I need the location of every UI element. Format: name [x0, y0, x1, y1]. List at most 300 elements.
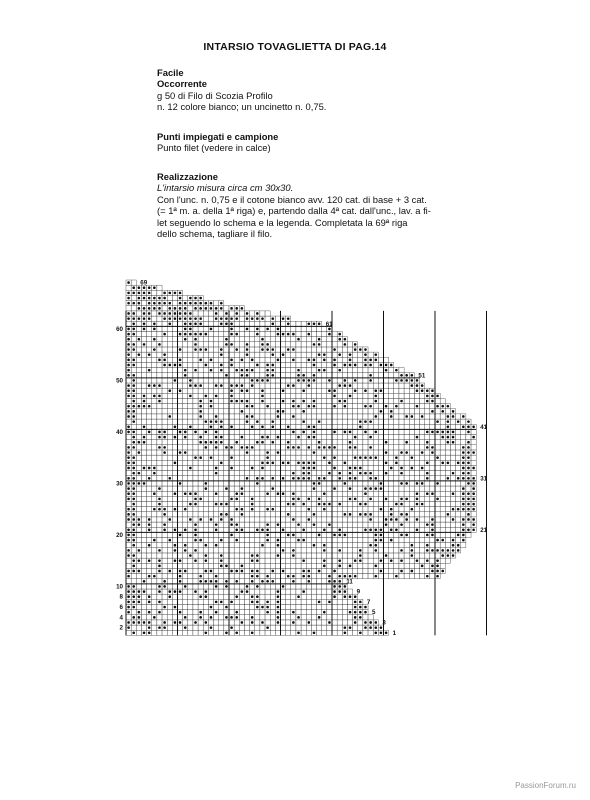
chart-cell [394, 424, 399, 429]
chart-cell [234, 373, 239, 378]
filled-square-dot [127, 570, 130, 573]
chart-cell [141, 574, 146, 579]
filled-square-dot [318, 343, 321, 346]
filled-square-dot [246, 585, 249, 588]
filled-square-dot [127, 601, 130, 604]
filled-square-dot [452, 518, 455, 521]
chart-cell [208, 512, 213, 517]
chart-cell [327, 543, 332, 548]
chart-cell [198, 604, 203, 609]
filled-square-dot [447, 513, 450, 516]
chart-cell [224, 414, 229, 419]
filled-square-dot [246, 353, 249, 356]
chart-cell [311, 419, 316, 424]
filled-square-dot [241, 513, 244, 516]
chart-cell [296, 455, 301, 460]
chart-cell [198, 460, 203, 465]
chart-cell [296, 486, 301, 491]
chart-cell [456, 445, 461, 450]
chart-cell [389, 455, 394, 460]
chart-cell [178, 491, 183, 496]
chart-cell [353, 419, 358, 424]
chart-cell [270, 538, 275, 543]
chart-cell [141, 445, 146, 450]
filled-square-dot [215, 467, 218, 470]
filled-square-dot [380, 539, 383, 542]
chart-cell [224, 362, 229, 367]
chart-cell [198, 419, 203, 424]
chart-cell [332, 501, 337, 506]
chart-cell [275, 337, 280, 342]
chart-cell [178, 538, 183, 543]
chart-cell [183, 538, 188, 543]
filled-square-dot [349, 353, 352, 356]
filled-square-dot [215, 312, 218, 315]
chart-cell [286, 465, 291, 470]
page-title: INTARSIO TOVAGLIETTA DI PAG.14 [203, 41, 387, 53]
filled-square-dot [364, 626, 367, 629]
filled-square-dot [127, 498, 130, 501]
chart-cell [265, 476, 270, 481]
filled-square-dot [210, 420, 213, 423]
chart-cell [244, 558, 249, 563]
filled-square-dot [132, 482, 135, 485]
chart-cell [435, 460, 440, 465]
chart-cell [311, 409, 316, 414]
chart-cell [208, 435, 213, 440]
chart-cell [188, 368, 193, 373]
chart-cell [394, 398, 399, 403]
chart-cell [358, 574, 363, 579]
chart-cell [167, 481, 172, 486]
chart-cell [342, 507, 347, 512]
filled-square-dot [189, 328, 192, 331]
chart-cell [353, 548, 358, 553]
chart-cell [234, 563, 239, 568]
chart-cell [162, 594, 167, 599]
chart-cell [162, 465, 167, 470]
chart-cell [363, 476, 368, 481]
filled-square-dot [452, 431, 455, 434]
filled-square-dot [277, 611, 280, 614]
filled-square-dot [158, 565, 161, 568]
chart-cell [327, 362, 332, 367]
filled-square-dot [132, 348, 135, 351]
chart-cell [384, 481, 389, 486]
filled-square-dot [354, 498, 357, 501]
chart-cell [384, 414, 389, 419]
filled-square-dot [138, 472, 141, 475]
chart-cell [203, 352, 208, 357]
chart-cell [311, 563, 316, 568]
filled-square-dot [205, 307, 208, 310]
chart-cell [456, 471, 461, 476]
chart-cell [327, 589, 332, 594]
chart-cell [270, 357, 275, 362]
filled-square-dot [163, 431, 166, 434]
realization-section [157, 171, 457, 239]
chart-cell [347, 435, 352, 440]
chart-cell [301, 481, 306, 486]
chart-cell [358, 476, 363, 481]
chart-cell [244, 424, 249, 429]
chart-cell [147, 398, 152, 403]
filled-square-dot [261, 544, 264, 547]
chart-cell [239, 584, 244, 589]
chart-cell [306, 538, 311, 543]
filled-square-dot [194, 369, 197, 372]
chart-cell [224, 383, 229, 388]
chart-cell [239, 538, 244, 543]
filled-square-dot [364, 472, 367, 475]
chart-cell [342, 414, 347, 419]
chart-cell [347, 347, 352, 352]
filled-square-dot [132, 359, 135, 362]
filled-square-dot [338, 528, 341, 531]
chart-cell [389, 378, 394, 383]
chart-cell [162, 543, 167, 548]
chart-cell [296, 362, 301, 367]
chart-cell [157, 419, 162, 424]
chart-cell [332, 368, 337, 373]
chart-cell [178, 486, 183, 491]
chart-cell [425, 419, 430, 424]
chart-cell [363, 553, 368, 558]
chart-cell [234, 393, 239, 398]
chart-cell [450, 532, 455, 537]
filled-square-dot [256, 528, 259, 531]
filled-square-dot [241, 565, 244, 568]
filled-square-dot [194, 492, 197, 495]
chart-cell [414, 532, 419, 537]
chart-cell [141, 553, 146, 558]
chart-cell [152, 368, 157, 373]
filled-square-dot [333, 446, 336, 449]
chart-cell [239, 548, 244, 553]
chart-cell [224, 517, 229, 522]
filled-square-dot [369, 621, 372, 624]
filled-square-dot [400, 472, 403, 475]
chart-cell [301, 579, 306, 584]
chart-cell [317, 398, 322, 403]
chart-cell [224, 558, 229, 563]
chart-cell [317, 604, 322, 609]
chart-cell [414, 548, 419, 553]
chart-cell [162, 610, 167, 615]
filled-square-dot [127, 451, 130, 454]
chart-cell [389, 460, 394, 465]
chart-cell [404, 409, 409, 414]
filled-square-dot [421, 482, 424, 485]
chart-cell [239, 414, 244, 419]
chart-cell [404, 548, 409, 553]
filled-square-dot [230, 534, 233, 537]
chart-cell [409, 563, 414, 568]
chart-cell [172, 357, 177, 362]
filled-square-dot [436, 456, 439, 459]
chart-cell [162, 532, 167, 537]
chart-cell [322, 362, 327, 367]
chart-cell [219, 393, 224, 398]
chart-cell [178, 615, 183, 620]
chart-cell [275, 476, 280, 481]
chart-cell [162, 574, 167, 579]
chart-cell [183, 465, 188, 470]
chart-cell [347, 589, 352, 594]
filled-square-dot [308, 462, 311, 465]
chart-cell [358, 563, 363, 568]
chart-cell [456, 522, 461, 527]
chart-cell [373, 383, 378, 388]
filled-square-dot [127, 317, 130, 320]
chart-cell [414, 522, 419, 527]
chart-cell [172, 409, 177, 414]
filled-square-dot [421, 389, 424, 392]
chart-cell [198, 450, 203, 455]
chart-cell [265, 630, 270, 635]
chart-cell [275, 368, 280, 373]
chart-cell [208, 610, 213, 615]
filled-square-dot [132, 286, 135, 289]
filled-square-dot [138, 549, 141, 552]
chart-cell [399, 440, 404, 445]
chart-cell [363, 548, 368, 553]
chart-cell [260, 522, 265, 527]
realization-heading: Realizzazione [157, 171, 218, 182]
chart-cell [301, 507, 306, 512]
chart-cell [203, 501, 208, 506]
filled-square-dot [380, 559, 383, 562]
chart-cell [239, 404, 244, 409]
filled-square-dot [313, 359, 316, 362]
chart-cell [188, 409, 193, 414]
filled-square-dot [308, 498, 311, 501]
filled-square-dot [271, 353, 274, 356]
filled-square-dot [235, 384, 238, 387]
chart-cell [198, 352, 203, 357]
chart-cell [275, 507, 280, 512]
filled-square-dot [220, 307, 223, 310]
chart-cell [281, 347, 286, 352]
chart-cell [409, 404, 414, 409]
chart-cell [239, 599, 244, 604]
filled-square-dot [163, 353, 166, 356]
chart-cell [188, 574, 193, 579]
chart-cell [306, 337, 311, 342]
filled-square-dot [184, 549, 187, 552]
filled-square-dot [184, 338, 187, 341]
chart-cell [219, 481, 224, 486]
filled-square-dot [323, 565, 326, 568]
filled-square-dot [132, 559, 135, 562]
chart-cell [281, 357, 286, 362]
chart-cell [420, 435, 425, 440]
chart-cell [368, 491, 373, 496]
filled-square-dot [256, 570, 259, 573]
chart-cell [342, 424, 347, 429]
filled-square-dot [235, 369, 238, 372]
filled-square-dot [215, 585, 218, 588]
chart-cell [255, 321, 260, 326]
filled-square-dot [421, 415, 424, 418]
chart-cell [157, 543, 162, 548]
filled-square-dot [132, 513, 135, 516]
chart-cell [136, 455, 141, 460]
chart-cell [275, 496, 280, 501]
filled-square-dot [426, 492, 429, 495]
filled-square-dot [292, 472, 295, 475]
chart-cell [167, 507, 172, 512]
chart-cell [193, 414, 198, 419]
chart-cell [208, 548, 213, 553]
chart-cell [141, 522, 146, 527]
chart-cell [255, 491, 260, 496]
chart-cell [378, 435, 383, 440]
chart-cell [358, 414, 363, 419]
chart-cell [281, 620, 286, 625]
filled-square-dot [127, 292, 130, 295]
chart-cell [152, 424, 157, 429]
filled-square-dot [277, 492, 280, 495]
chart-cell [286, 352, 291, 357]
chart-cell [414, 512, 419, 517]
chart-cell [373, 522, 378, 527]
filled-square-dot [215, 395, 218, 398]
chart-cell [322, 450, 327, 455]
chart-cell [373, 368, 378, 373]
filled-square-dot [132, 508, 135, 511]
chart-cell [306, 450, 311, 455]
filled-square-dot [333, 359, 336, 362]
chart-cell [332, 543, 337, 548]
chart-cell [384, 491, 389, 496]
filled-square-dot [127, 281, 130, 284]
chart-cell [409, 445, 414, 450]
chart-cell [296, 620, 301, 625]
filled-square-dot [344, 482, 347, 485]
filled-square-dot [292, 359, 295, 362]
chart-cell [157, 455, 162, 460]
chart-cell [327, 342, 332, 347]
filled-square-dot [220, 364, 223, 367]
chart-cell [435, 512, 440, 517]
chart-cell [141, 476, 146, 481]
chart-cell [296, 429, 301, 434]
filled-square-dot [158, 359, 161, 362]
chart-cell [167, 630, 172, 635]
filled-square-dot [266, 580, 269, 583]
filled-square-dot [349, 575, 352, 578]
filled-square-dot [132, 467, 135, 470]
chart-cell [219, 527, 224, 532]
chart-cell [353, 563, 358, 568]
filled-square-dot [205, 364, 208, 367]
chart-cell [373, 435, 378, 440]
chart-cell [347, 424, 352, 429]
chart-cell [224, 455, 229, 460]
chart-cell [337, 455, 342, 460]
chart-cell [435, 398, 440, 403]
chart-cell [347, 548, 352, 553]
filled-square-dot [333, 467, 336, 470]
chart-cell [450, 496, 455, 501]
chart-cell [193, 465, 198, 470]
chart-cell [394, 553, 399, 558]
filled-square-dot [138, 559, 141, 562]
filled-square-dot [349, 446, 352, 449]
chart-cell [244, 460, 249, 465]
filled-square-dot [266, 364, 269, 367]
chart-cell [162, 306, 167, 311]
chart-cell [244, 548, 249, 553]
chart-cell [208, 599, 213, 604]
chart-cell [260, 548, 265, 553]
filled-square-dot [349, 477, 352, 480]
chart-cell [286, 388, 291, 393]
chart-cell [342, 393, 347, 398]
filled-square-dot [138, 286, 141, 289]
filled-square-dot [421, 451, 424, 454]
chart-cell [141, 373, 146, 378]
chart-cell [193, 579, 198, 584]
chart-cell [384, 383, 389, 388]
filled-square-dot [431, 446, 434, 449]
chart-cell [260, 501, 265, 506]
filled-square-dot [302, 559, 305, 562]
filled-square-dot [235, 498, 238, 501]
chart-cell [203, 409, 208, 414]
filled-square-dot [385, 631, 388, 634]
chart-cell [332, 414, 337, 419]
filled-square-dot [220, 601, 223, 604]
chart-cell [250, 548, 255, 553]
filled-square-dot [395, 462, 398, 465]
chart-cell [255, 538, 260, 543]
filled-square-dot [318, 503, 321, 506]
chart-cell [178, 383, 183, 388]
chart-cell [373, 568, 378, 573]
chart-cell [255, 465, 260, 470]
filled-square-dot [230, 384, 233, 387]
chart-cell [255, 414, 260, 419]
chart-cell [270, 589, 275, 594]
filled-square-dot [199, 317, 202, 320]
chart-cell [389, 440, 394, 445]
chart-cell [270, 429, 275, 434]
chart-cell [378, 455, 383, 460]
chart-cell [435, 476, 440, 481]
filled-square-dot [266, 462, 269, 465]
chart-cell [141, 625, 146, 630]
filled-square-dot [251, 503, 254, 506]
chart-cell [265, 548, 270, 553]
filled-square-dot [349, 359, 352, 362]
chart-cell [311, 594, 316, 599]
chart-cell [363, 465, 368, 470]
chart-cell [306, 501, 311, 506]
filled-square-dot [369, 420, 372, 423]
chart-cell [157, 404, 162, 409]
filled-square-dot [462, 539, 465, 542]
chart-cell [466, 486, 471, 491]
chart-cell [183, 404, 188, 409]
chart-cell [358, 517, 363, 522]
filled-square-dot [127, 585, 130, 588]
realization-line: (= 1ª m. a. della 1ª riga) e, partendo dalla 4ª cat. dall'unc., lav. a fi- [157, 205, 431, 217]
chart-cell [214, 476, 219, 481]
filled-square-dot [179, 292, 182, 295]
chart-cell [306, 548, 311, 553]
